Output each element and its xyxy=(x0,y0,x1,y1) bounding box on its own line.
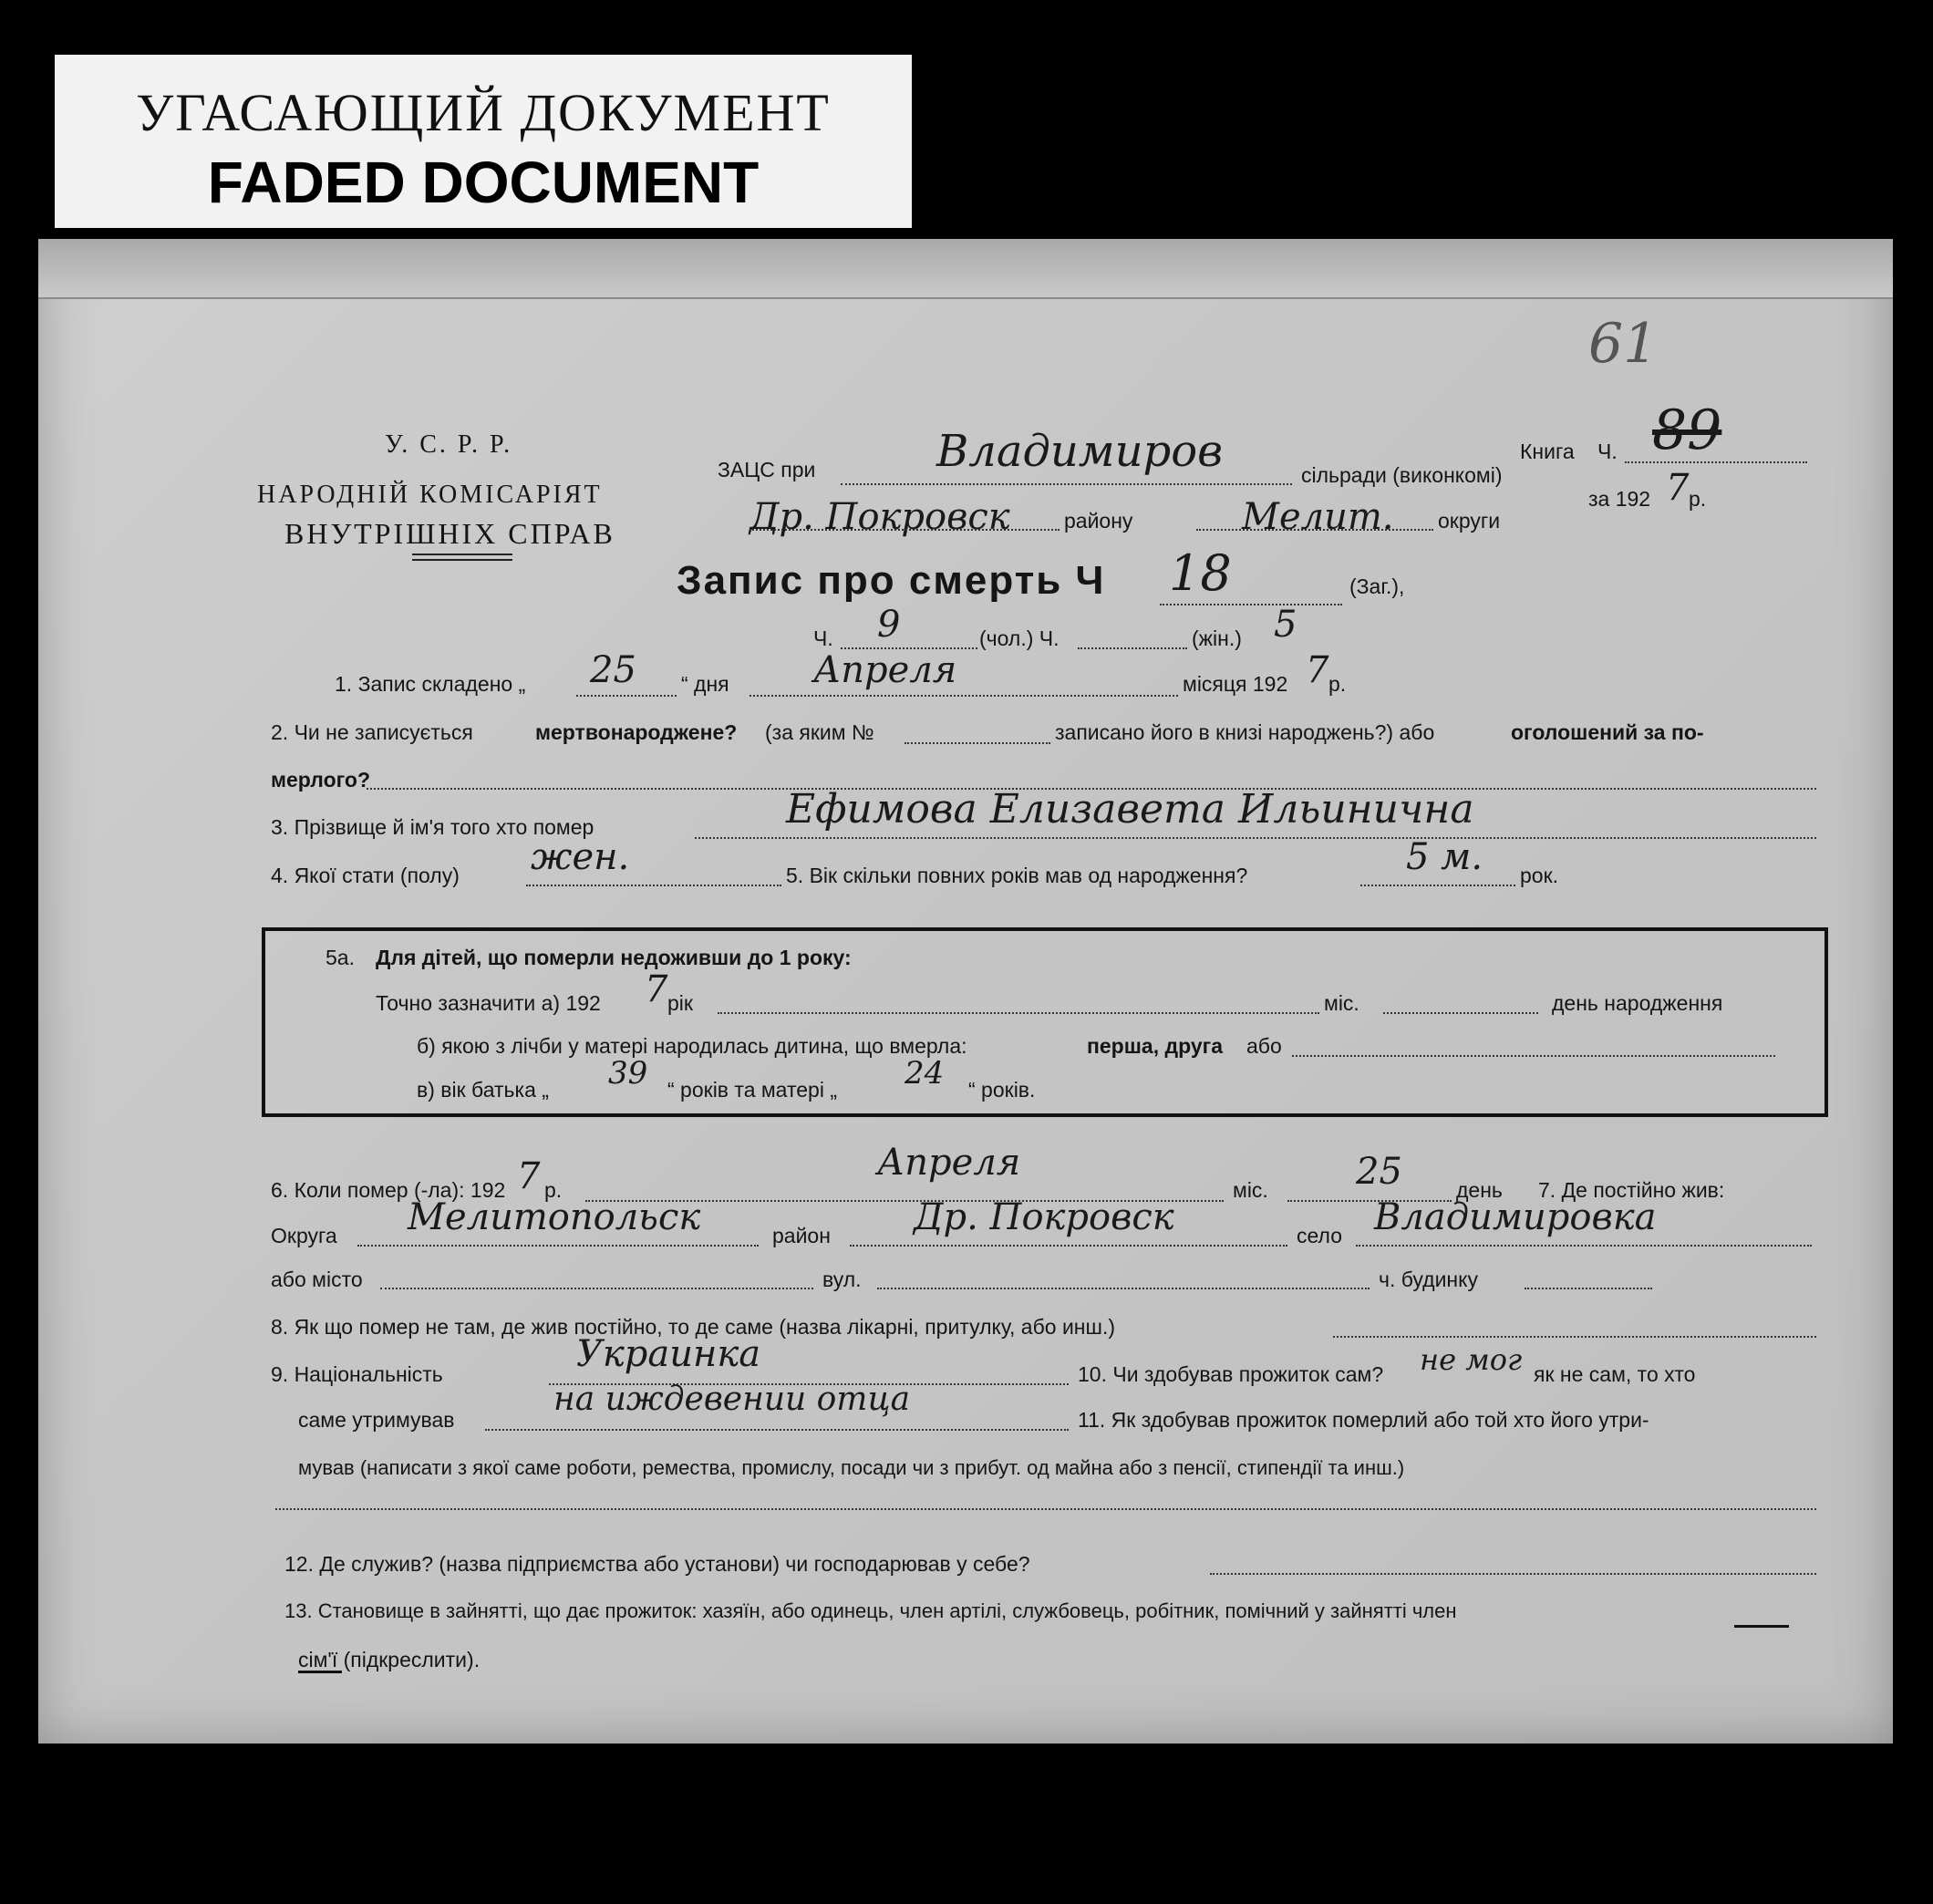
residence-selo: Владимировка xyxy=(1374,1196,1657,1238)
okrug-name: Мелит. xyxy=(1242,496,1394,538)
underline-member xyxy=(1734,1625,1789,1628)
house-label: ч. будинку xyxy=(1379,1268,1478,1291)
item2-number: (за яким № xyxy=(765,720,874,744)
nationality-value: Украинка xyxy=(576,1333,761,1375)
okrug-label: округи xyxy=(1438,509,1501,533)
title-male: (чол.) Ч. xyxy=(979,626,1060,650)
label-ru: УГАСАЮЩИЙ ДОКУМЕНТ xyxy=(136,83,831,142)
female-line xyxy=(1078,647,1187,649)
council-label: сільради (виконкомі) xyxy=(1301,463,1503,487)
female-number: 5 xyxy=(1274,604,1297,646)
title-zag: (Заг.), xyxy=(1349,574,1405,598)
council-name: Владимиров xyxy=(936,426,1224,477)
residence-raion-label: район xyxy=(772,1224,831,1247)
form-title: Запис про смерть Ч xyxy=(677,558,1106,603)
record-year: 7 xyxy=(1306,649,1329,691)
item2-deceased: мерлого? xyxy=(271,768,371,792)
item4-line xyxy=(526,885,781,886)
record-month: Апреля xyxy=(813,649,957,691)
year-top: 7 xyxy=(1666,467,1690,509)
item6-day: день xyxy=(1456,1178,1503,1202)
box5a-num: 5а. xyxy=(326,946,355,969)
box5a-title: Для дітей, що померли недоживши до 1 року: xyxy=(376,946,852,969)
supported-by-value: на иждевении отца xyxy=(553,1381,911,1418)
box5a-years: “ років. xyxy=(968,1078,1036,1102)
council-line xyxy=(841,483,1292,485)
year-prefix: за 192 xyxy=(1588,487,1651,511)
district-name: Др. Покровск xyxy=(749,496,1010,538)
residence-okrug-label: Округа xyxy=(271,1224,337,1247)
item13-label: 13. Становище в зайнятті, що дає прожиток: хазяїн, або одинець, член артілі, службовець, робітник, помічний у зайнятті член xyxy=(284,1599,1457,1622)
item11-label: 11. Як здобував прожиток померлий або той хто його утри- xyxy=(1078,1408,1649,1432)
residence-raion: Др. Покровск xyxy=(914,1196,1174,1238)
box5a-or: або xyxy=(1246,1034,1282,1058)
item12-line xyxy=(1210,1573,1816,1575)
residence-okrug-line xyxy=(357,1245,759,1247)
record-day: 25 xyxy=(590,649,636,691)
record-number: 18 xyxy=(1169,544,1232,602)
item8-line xyxy=(1333,1336,1816,1338)
street-line xyxy=(877,1288,1370,1289)
box5a-line-a: Точно зазначити а) 192 xyxy=(376,991,601,1015)
box5a-month-line xyxy=(1383,1012,1538,1014)
item3-label: 3. Прізвище й ім'я того хто помер xyxy=(271,815,594,839)
corner-number: 61 xyxy=(1588,312,1659,376)
death-month: Апреля xyxy=(877,1142,1021,1184)
residence-raion-line xyxy=(850,1245,1287,1247)
age-value: 5 м. xyxy=(1406,836,1483,878)
box5a-order: перша, друга xyxy=(1087,1034,1223,1058)
faded-document-label xyxy=(55,55,912,228)
item10-who: як не сам, то хто xyxy=(1534,1362,1696,1386)
title-ch: Ч. xyxy=(813,626,833,650)
book-number: 89 xyxy=(1652,398,1722,462)
header-rule xyxy=(412,554,512,561)
item2-recorded: записано його в книзі народжень?) або xyxy=(1055,720,1435,744)
item13-detail: сім'ї (підкреслити). xyxy=(298,1648,481,1671)
book-ch: Ч. xyxy=(1597,440,1618,463)
mother-age: 24 xyxy=(904,1055,945,1092)
death-day: 25 xyxy=(1356,1151,1402,1193)
box5a-year-label: рік xyxy=(667,991,693,1015)
item1-month: місяця 192 xyxy=(1183,672,1288,696)
item2-stillborn: мертвонароджене? xyxy=(535,720,738,744)
item9-label: 9. Національність xyxy=(271,1362,443,1386)
item5-label: 5. Вік скільки повних років мав од народження? xyxy=(786,864,1248,887)
residence-selo-label: село xyxy=(1297,1224,1342,1247)
year-suffix: р. xyxy=(1689,487,1707,511)
item5-line xyxy=(1360,885,1515,886)
sex-value: жен. xyxy=(531,836,630,878)
item1-day: “ дня xyxy=(681,672,729,696)
item10-supported: саме утримував xyxy=(298,1408,455,1432)
box5a-mother: “ років та матері „ xyxy=(667,1078,837,1102)
item4-label: 4. Якої стати (полу) xyxy=(271,864,460,887)
item6-year: р. xyxy=(544,1178,563,1202)
item12-label: 12. Де служив? (назва підприємства або установи) чи господарював у себе? xyxy=(284,1552,1030,1576)
box5a-year-line xyxy=(718,1012,1319,1014)
ministry-line-2: ВНУТРІШНІХ СПРАВ xyxy=(284,517,615,550)
item5-unit: рок. xyxy=(1520,864,1559,887)
item2-declared: оголошений за по- xyxy=(1511,720,1704,744)
item11-detail: мував (написати з якої саме роботи, ремества, промислу, посади чи з прибут. од майна або з пенсії, стипендії та инш.) xyxy=(298,1456,1405,1479)
ministry-line-1: НАРОДНІЙ КОМІСАРІЯТ xyxy=(257,481,603,509)
deceased-name: Ефимова Елизавета Ильинична xyxy=(786,786,1474,833)
city-line xyxy=(380,1288,813,1289)
residence-selo-line xyxy=(1356,1245,1812,1247)
book-line xyxy=(1625,461,1807,463)
box5a-order-line xyxy=(1292,1055,1775,1057)
box5a-year: 7 xyxy=(645,968,668,1010)
okrug-line xyxy=(1196,529,1433,531)
district-label: району xyxy=(1064,509,1133,533)
item10-line xyxy=(485,1429,1069,1431)
box5a-line-b: б) якою з лічби у матері народилась дитина, що вмерла: xyxy=(417,1034,967,1058)
item8-label: 8. Як що помер не там, де жив постійно, то де саме (назва лікарні, притулку, або инш.) xyxy=(271,1315,1116,1339)
record-line xyxy=(1160,604,1342,605)
street-label: вул. xyxy=(822,1268,862,1291)
zags-label: ЗАЦС при xyxy=(718,458,816,481)
city-label: або місто xyxy=(271,1268,363,1291)
box5a-month-label: міс. xyxy=(1324,991,1359,1015)
box5a-day-label: день народження xyxy=(1552,991,1723,1015)
self-support-value: не мог xyxy=(1420,1342,1523,1377)
item2-label: 2. Чи не записується xyxy=(271,720,473,744)
box5a-line-c: в) вік батька „ xyxy=(417,1078,549,1102)
item1-label: 1. Запис складено „ xyxy=(335,672,526,696)
death-year: 7 xyxy=(517,1155,541,1197)
underline-family xyxy=(298,1671,342,1673)
sheet-top-band xyxy=(38,239,1893,299)
item6-month: міс. xyxy=(1233,1178,1268,1202)
month-line xyxy=(749,695,1178,697)
state-abbrev: У. С. Р. Р. xyxy=(385,430,513,459)
item11-line xyxy=(275,1508,1816,1510)
book-label: Книга xyxy=(1520,440,1575,463)
male-number: 9 xyxy=(877,604,901,646)
item10-label: 10. Чи здобував прожиток сам? xyxy=(1078,1362,1384,1386)
item6-label: 6. Коли помер (-ла): 192 xyxy=(271,1178,506,1202)
residence-okrug: Мелитопольск xyxy=(408,1196,701,1238)
title-female: (жін.) xyxy=(1192,626,1242,650)
father-age: 39 xyxy=(608,1055,648,1092)
item2-number-line xyxy=(904,742,1050,744)
house-line xyxy=(1525,1288,1652,1289)
item3-line xyxy=(695,837,1816,839)
item7-label: 7. Де постійно жив: xyxy=(1538,1178,1725,1202)
death-record-form xyxy=(38,239,1893,1744)
label-en: FADED DOCUMENT xyxy=(207,150,760,215)
district-line xyxy=(749,529,1060,531)
item1-year: р. xyxy=(1328,672,1347,696)
day-line xyxy=(576,695,677,697)
